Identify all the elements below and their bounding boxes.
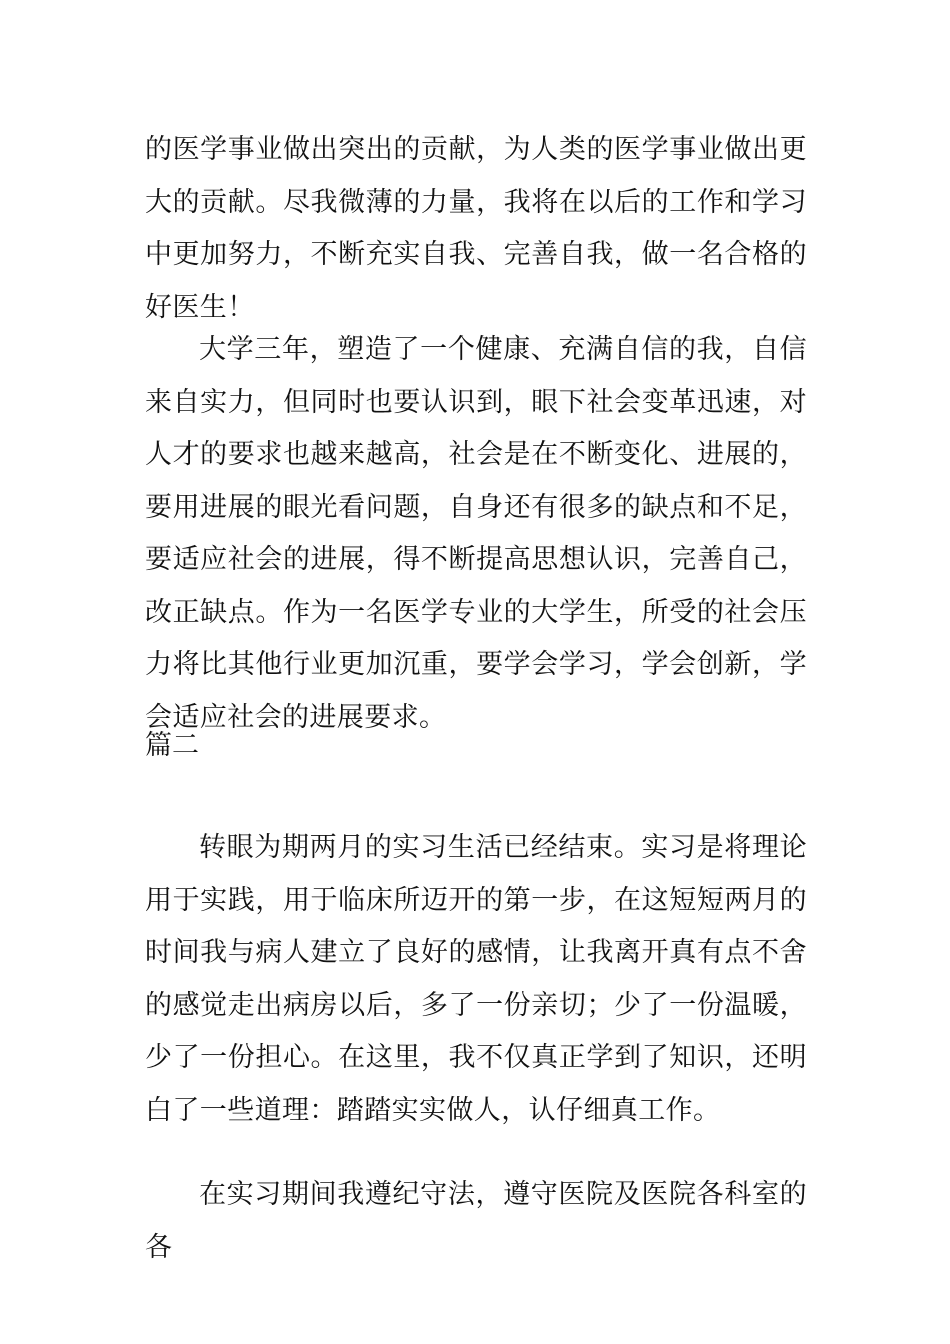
paragraph-continuation: 的医学事业做出突出的贡献，为人类的医学事业做出更大的贡献。尽我微薄的力量，我将在以后的工作和学习中更加努力，不断充实自我、完善自我，做一名合格的好医生！ bbox=[145, 134, 807, 323]
paragraph-internship-summary: 转眼为期两月的实习生活已经结束。实习是将理论用于实践，用于临床所迈开的第一步，在这短短两月的时间我与病人建立了良好的感情，让我离开真有点不舍的感觉走出病房以后，多了一份亲切；少了一份温暖，少了一份担心。在这里，我不仅真正学到了知识，还明白了一些道理：踏踏实实做人，认仔细真工作。 bbox=[145, 832, 807, 1126]
paragraph-internship-conduct: 在实习期间我遵纪守法，遵守医院及医院各科室的各 bbox=[145, 1179, 807, 1263]
paragraph-university-years: 大学三年，塑造了一个健康、充满自信的我，自信来自实力，但同时也要认识到，眼下社会变革迅速，对人才的要求也越来越高，社会是在不断变化、进展的，要用进展的眼光看问题，自身还有很多的缺点和不足，要适应社会的进展，得不断提高思想认识，完善自己，改正缺点。作为一名医学专业的大学生，所受的社会压力将比其他行业更加沉重，要学会学习，学会创新，学会适应社会的进展要求。 bbox=[145, 334, 807, 733]
section-heading: 篇二 bbox=[145, 730, 199, 761]
